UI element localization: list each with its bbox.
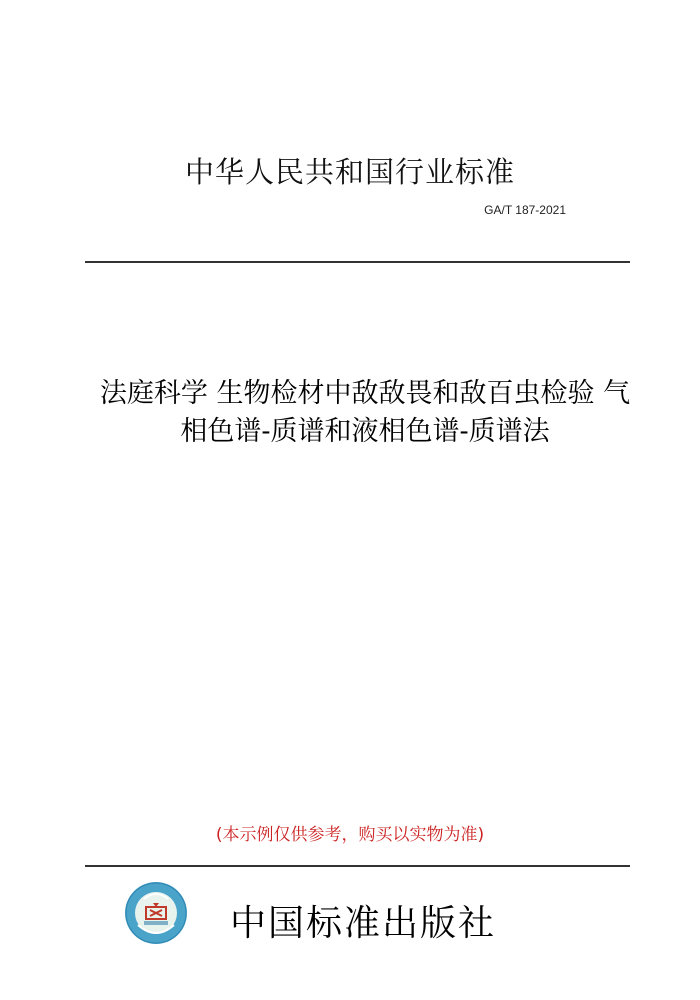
top-divider — [85, 261, 630, 263]
publisher-name: 中国标准出版社 — [230, 903, 497, 944]
document-title — [60, 375, 670, 451]
standard-number: GA/T 187-2021 — [484, 203, 566, 217]
document-title-line-2: 相色谱-质谱和液相色谱-质谱法 — [180, 416, 550, 447]
bottom-divider — [85, 865, 630, 867]
standard-header-title: 中华人民共和国行业标准 — [184, 155, 515, 189]
document-title-line-1: 法庭科学 生物检材中敌敌畏和敌百虫检验 气 — [99, 378, 631, 409]
publisher-seal-icon — [124, 881, 188, 945]
sample-disclaimer: (本示例仅供参考，购买以实物为准) — [215, 825, 485, 845]
